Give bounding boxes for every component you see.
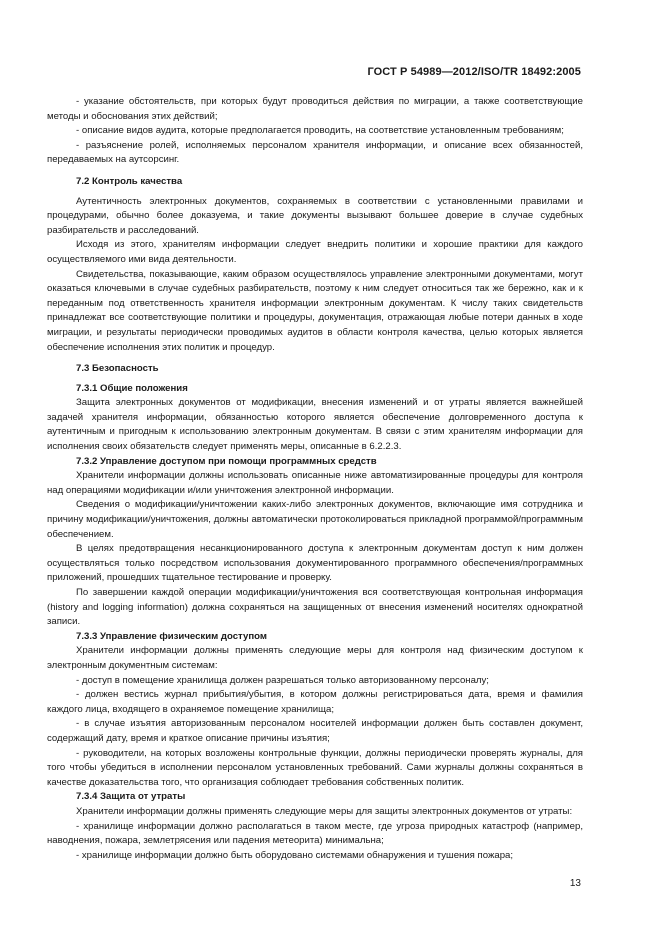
list-item: - доступ в помещение хранилища должен разрешаться только авторизованному персоналу; — [76, 674, 489, 686]
paragraph: Сведения о модификации/уничтожении каких-либо электронных документов, включающие имя сотрудника и причину модификации/уничтожения, должны автоматически протоколироваться прикладной программой/программным обеспечением. — [47, 499, 583, 540]
paragraph: В целях предотвращения несанкционированного доступа к электронным документам доступ к ним должен осуществляться только посредством использования документированного программного обеспечения/программных приложений, прошедших тщательное тестирование и проверку. — [47, 543, 583, 584]
paragraph: Хранители информации должны применять следующие меры для контроля над физическим доступом к электронным документным системам: — [47, 645, 583, 671]
paragraph: По завершении каждой операции модификации/уничтожения вся соответствующая контрольная информация (history and logging information) должна сохраняться на защищенных от внесения изменений носителях однократной записи. — [47, 587, 583, 628]
document-body — [47, 95, 583, 863]
document-header: ГОСТ Р 54989—2012/ISO/TR 18492:2005 — [367, 66, 581, 78]
list-item: - руководители, на которых возложены контрольные функции, должны периодически проверять журналы, для того чтобы убедиться в исполнении персоналом установленных требований. Сами журналы должны сохраняться в качестве доказательства того, что организация соблюдает требования собственных политик. — [47, 747, 583, 788]
page-number: 13 — [569, 878, 581, 889]
list-item: - хранилище информации должно располагаться в таком месте, где угроза природных катастроф (например, наводнения, пожара, землетрясения или падения метеорита) минимальна; — [47, 820, 583, 847]
list-item: - указание обстоятельств, при которых будут проводиться действия по миграции, а также соответствующие методы и обоснования этих действий; — [47, 96, 583, 122]
paragraph: Свидетельства, показывающие, каким образом осуществлялось управление электронными документами, могут оказаться ключевыми в случае судебных разбирательств, поэтому к ним следует относиться так же бережно, как и к переданным под ответственность хранителя информации электронным документам. К числу таких свидетельств принадлежат все соответствующие политики и процедуры, документация, отражающая любые потери данных в ходе миграции, и результаты периодически проводимых аудитов в области контроля качества, целью которых является обеспечение исполнения этих политик и процедур. — [47, 268, 583, 353]
paragraph: Защита электронных документов от модификации, внесения изменений и от утраты является важнейшей задачей хранителя информации, обязанностью которого является обеспечение долговременного доступа к аутентичным и пригодным к использованию электронным документам. В связи с этим хранителям информации для исполнения своих обязательств следует применять меры, описанные в 6.2.2.3. — [47, 397, 583, 453]
list-item: - хранилище информации должно быть оборудовано системами обнаружения и тушения пожара; — [76, 849, 514, 861]
paragraph: Аутентичность электронных документов, сохраняемых в соответствии с установленными правилами и процедурами, обычно более доказуема, и такие документы вызывают большее доверие в случае судебных разбирательств и расследований. — [47, 195, 583, 236]
list-item: - в случае изъятия авторизованным персоналом носителей информации должен быть составлен документ, содержащий дату, время и краткое описание причины изъятия; — [47, 718, 583, 744]
subsection-heading: 7.3.4 Защита от утраты — [76, 791, 186, 803]
list-item: - разъяснение ролей, исполняемых персоналом хранителя информации, и описание всех обязанностей, передаваемых на аутсорсинг. — [47, 139, 583, 166]
section-heading: 7.2 Контроль качества — [76, 175, 183, 187]
subsection-heading: 7.3.1 Общие положения — [76, 382, 188, 394]
list-item: - должен вестись журнал прибытия/убытия, в котором должны регистрироваться дата, время и фамилия каждого лица, входящего в охраняемое помещение хранилища; — [47, 689, 583, 715]
paragraph: Хранители информации должны применять следующие меры для защиты электронных документов от утраты: — [76, 805, 573, 817]
subsection-heading: 7.3.3 Управление физическим доступом — [76, 630, 267, 642]
paragraph: Хранители информации должны использовать описанные ниже автоматизированные процедуры для контроля над операциями модификации и/или уничтожения электронной информации. — [47, 470, 583, 496]
section-heading: 7.3 Безопасность — [76, 363, 159, 375]
list-item: - описание видов аудита, которые предполагается проводить, на соответствие установленным требованиям; — [76, 125, 564, 137]
paragraph: Исходя из этого, хранителям информации следует внедрить политики и хорошие практики для каждого осуществляемого ими вида деятельности. — [47, 239, 583, 265]
subsection-heading: 7.3.2 Управление доступом при помощи программных средств — [76, 455, 377, 467]
